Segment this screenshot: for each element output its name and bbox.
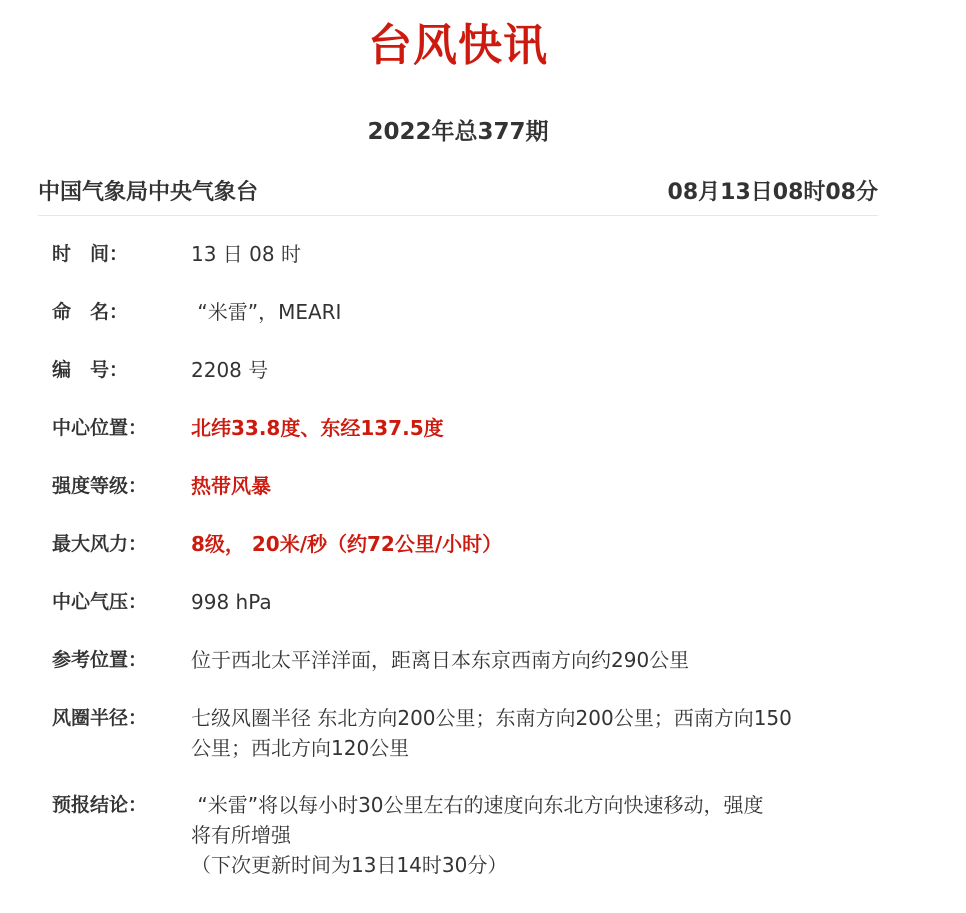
field-value <box>191 703 871 763</box>
issue-datetime: 08月13日08时08分 <box>667 180 878 205</box>
field-value-line: 七级风圈半径 东北方向200公里；东南方向200公里；西南方向150 <box>191 706 792 730</box>
field-label: 时 间： <box>52 243 129 265</box>
issue-number: 2022年总377期 <box>367 119 549 145</box>
field-value: 998 hPa <box>191 590 272 614</box>
field-value-line: （下次更新时间为13日14时30分） <box>191 853 508 877</box>
field-value: 13 日 08 时 <box>191 242 301 266</box>
field-label: 中心位置： <box>52 417 148 439</box>
field-value-line: 公里；西北方向120公里 <box>191 736 410 760</box>
field-value <box>191 790 871 880</box>
field-label: 编 号： <box>52 359 129 381</box>
field-label: 风圈半径： <box>52 707 148 729</box>
field-label: 参考位置： <box>52 649 148 671</box>
field-value-line: 将有所增强 <box>191 823 291 847</box>
field-label: 最大风力： <box>52 533 148 555</box>
field-label: 中心气压： <box>52 591 148 613</box>
field-value: 热带风暴 <box>191 474 271 498</box>
field-value: “米雷”，MEARI <box>191 300 342 324</box>
field-value: 位于西北太平洋洋面，距离日本东京西南方向约290公里 <box>191 648 690 672</box>
field-value-line: “米雷”将以每小时30公里左右的速度向东北方向快速移动，强度 <box>191 793 764 817</box>
field-value: 2208 号 <box>191 358 269 382</box>
agency-name: 中国气象局中央气象台 <box>38 180 259 205</box>
field-value: 8级， 20米/秒（约72公里/小时） <box>191 532 503 556</box>
field-value: 北纬33.8度、东经137.5度 <box>191 416 444 440</box>
field-label: 强度等级： <box>52 475 148 497</box>
bulletin-header <box>38 175 878 216</box>
page-title: 台风快讯 <box>368 20 548 71</box>
field-label: 命 名： <box>52 301 129 323</box>
field-label: 预报结论： <box>52 794 148 816</box>
